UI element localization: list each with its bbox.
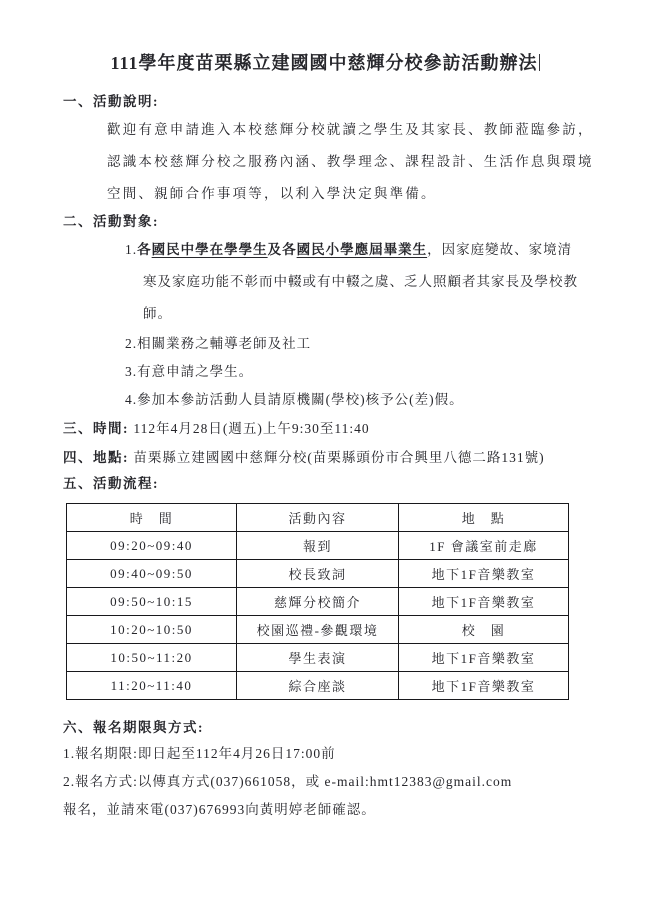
table-row [67, 588, 569, 616]
cell-activity: 校園巡禮-參觀環境 [237, 616, 399, 644]
cell-location: 校 園 [399, 616, 569, 644]
table-header-row [67, 504, 569, 532]
registration-contact: 報名，並請來電(037)676993向黃明婷老師確認。 [63, 802, 376, 817]
section5-heading: 五、活動流程: [63, 476, 159, 491]
header-cell-location: 地 點 [399, 504, 569, 532]
cell-time: 10:50~11:20 [67, 644, 237, 672]
cell-time: 09:50~10:15 [67, 588, 237, 616]
location-value: 苗栗縣立建國國中慈輝分校(苗栗縣頭份市合興里八德二路131號) [133, 450, 545, 465]
cell-activity: 學生表演 [237, 644, 399, 672]
section-registration [63, 716, 587, 824]
paragraph-line: 認識本校慈輝分校之服務內涵、教學理念、課程設計、生活作息與環境 [107, 154, 594, 169]
section-location [63, 443, 587, 472]
text-cursor [539, 54, 540, 71]
doc-title [63, 50, 587, 76]
underlined-text: 國民中學在學學生 [151, 242, 268, 257]
table-row [67, 644, 569, 672]
targets-list [63, 234, 587, 414]
cell-location: 地下1F音樂教室 [399, 672, 569, 700]
cell-activity: 校長致詞 [237, 560, 399, 588]
registration-deadline: 1.報名期限:即日起至112年4月26日17:00前 [63, 746, 336, 761]
cell-time: 10:20~10:50 [67, 616, 237, 644]
list-item: 4.參加本參訪活動人員請原機關(學校)核予公(差)假。 [125, 392, 464, 407]
list-item: 2.相關業務之輔導老師及社工 [125, 336, 312, 351]
cell-location: 地下1F音樂教室 [399, 588, 569, 616]
section-activity-targets [63, 210, 587, 414]
cell-activity: 報到 [237, 532, 399, 560]
section1-paragraph [63, 114, 594, 210]
paragraph-line: 空間、親師合作事項等，以利入學決定與準備。 [107, 186, 437, 201]
section-activity-description [63, 90, 594, 210]
registration-method: 2.報名方式:以傳真方式(037)661058，或 e-mail:hmt12383@gmail.com [63, 774, 513, 789]
list-item: 1.各國民中學在學學生及各國民小學應屆畢業生，因家庭變故、家境清 寒及家庭功能不彰而中輟或有中輟之虞、乏人照顧者其家長及學校教 師。 [125, 242, 578, 321]
table-row [67, 616, 569, 644]
time-label: 三、時間: [63, 421, 129, 436]
cell-time: 11:20~11:40 [67, 672, 237, 700]
cell-activity: 綜合座談 [237, 672, 399, 700]
cell-location: 地下1F音樂教室 [399, 644, 569, 672]
location-label: 四、地點: [63, 450, 129, 465]
table-row [67, 560, 569, 588]
list-item: 3.有意申請之學生。 [125, 364, 254, 379]
section6-heading: 六、報名期限與方式: [63, 720, 204, 735]
header-cell-time: 時 間 [67, 504, 237, 532]
underlined-text: 國民小學應屆畢業生 [296, 242, 428, 257]
section-time [63, 414, 587, 443]
doc-title-text: 111學年度苗栗縣立建國國中慈輝分校參訪活動辦法 [110, 53, 538, 73]
table-row [67, 532, 569, 560]
paragraph-line: 歡迎有意申請進入本校慈輝分校就讀之學生及其家長、教師蒞臨參訪， [107, 122, 594, 137]
cell-location: 地下1F音樂教室 [399, 560, 569, 588]
cell-time: 09:20~09:40 [67, 532, 237, 560]
item-marker: 1. [125, 242, 138, 257]
table-row [67, 672, 569, 700]
cell-location: 1F 會議室前走廊 [399, 532, 569, 560]
activity-schedule-table [66, 503, 569, 700]
time-value: 112年4月28日(週五)上午9:30至11:40 [133, 421, 370, 436]
header-cell-activity: 活動內容 [237, 504, 399, 532]
section1-heading: 一、活動說明: [63, 94, 159, 109]
cell-time: 09:40~09:50 [67, 560, 237, 588]
section2-heading: 二、活動對象: [63, 214, 159, 229]
cell-activity: 慈輝分校簡介 [237, 588, 399, 616]
